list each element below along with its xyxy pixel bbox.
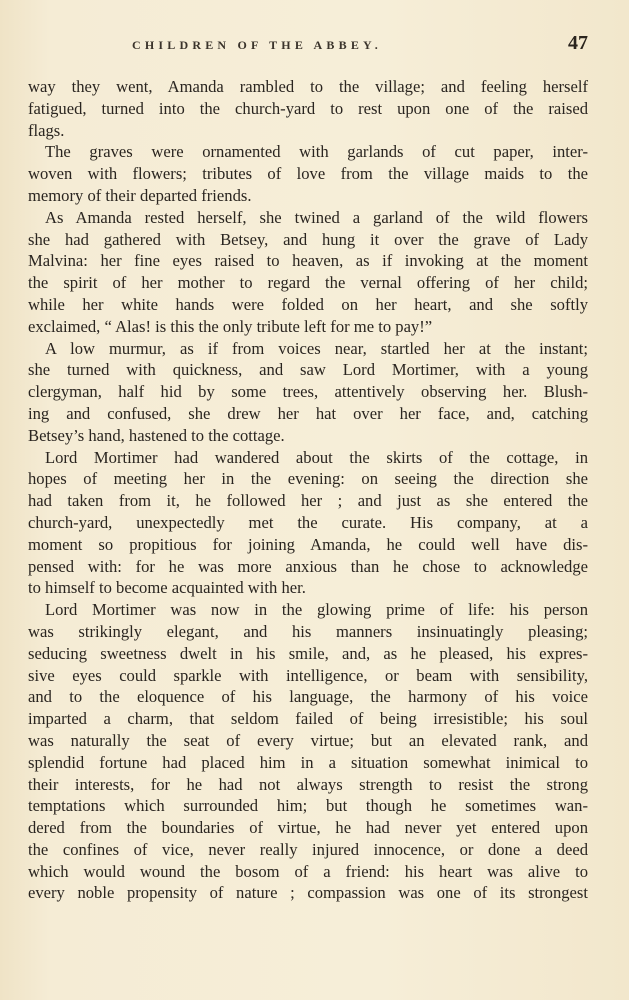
text-line: imparted a charm, that seldom failed of being irresistible; his soul xyxy=(28,709,588,729)
text-line: the confines of vice, never really injured innocence, or done a deed xyxy=(28,839,588,859)
text-line: flags. xyxy=(28,120,65,140)
text-line: while her white hands were folded on her heart, and she softly xyxy=(28,294,588,314)
text-line: she turned with quickness, and saw Lord Mortimer, with a young xyxy=(28,360,588,380)
text-line: which would wound the bosom of a friend: his heart was alive to xyxy=(28,861,588,881)
page-number: 47 xyxy=(568,32,588,54)
page-header xyxy=(28,30,588,62)
text-line: exclaimed, “ Alas! is this the only tribute left for me to pay!” xyxy=(28,316,433,336)
text-line: the spirit of her mother to regard the vernal offering of her child; xyxy=(28,273,588,293)
text-line: she had gathered with Betsey, and hung it over the grave of Lady xyxy=(28,229,588,249)
text-line: their interests, for he had not always strength to resist the strong xyxy=(28,774,588,794)
text-line: moment so propitious for joining Amanda, he could well have dis- xyxy=(28,534,588,554)
text-line: way they went, Amanda rambled to the village; and feeling herself xyxy=(28,77,588,96)
text-line: splendid fortune had placed him in a situation somewhat inimical to xyxy=(28,752,588,772)
running-head: CHILDREN OF THE ABBEY. xyxy=(132,38,382,52)
text-line: Betsey’s hand, hastened to the cottage. xyxy=(28,425,285,445)
text-line: Lord Mortimer had wandered about the skirts of the cottage, in xyxy=(45,447,588,467)
text-line: was naturally the seat of every virtue; but an elevated rank, and xyxy=(28,730,588,750)
text-line: seducing sweetness dwelt in his smile, and, as he pleased, his expres- xyxy=(28,643,588,663)
text-line: memory of their departed friends. xyxy=(28,185,252,205)
text-line: church-yard, unexpectedly met the curate. His company, at a xyxy=(28,512,588,532)
body-text xyxy=(28,76,588,904)
text-line: was strikingly elegant, and his manners insinuatingly pleasing; xyxy=(28,621,588,641)
text-line: A low murmur, as if from voices near, startled her at the instant; xyxy=(45,338,588,358)
text-line: pensed with: for he was more anxious than he chose to acknowledge xyxy=(28,556,588,576)
text-line: temptations which surrounded him; but though he sometimes wan- xyxy=(28,796,588,816)
text-line: hopes of meeting her in the evening: on seeing the direction she xyxy=(28,469,588,489)
text-line: had taken from it, he followed her ; and just as she entered the xyxy=(28,491,588,511)
text-line: woven with flowers; tributes of love from the village maids to the xyxy=(28,164,588,184)
text-line: every noble propensity of nature ; compassion was one of its strongest xyxy=(28,883,588,903)
text-line: to himself to become acquainted with her. xyxy=(28,578,306,598)
text-line: Malvina: her fine eyes raised to heaven, as if invoking at the moment xyxy=(28,251,588,271)
text-line: and to the eloquence of his language, the harmony of his voice xyxy=(28,687,588,707)
text-line: sive eyes could sparkle with intelligence, or beam with sensibility, xyxy=(28,665,588,685)
text-line: dered from the boundaries of virtue, he had never yet entered upon xyxy=(28,818,588,838)
text-line: ing and confused, she drew her hat over her face, and, catching xyxy=(28,403,588,423)
text-line: fatigued, turned into the church-yard to rest upon one of the raised xyxy=(28,98,588,118)
text-line: As Amanda rested herself, she twined a garland of the wild flowers xyxy=(45,207,588,227)
text-line: The graves were ornamented with garlands of cut paper, inter- xyxy=(45,142,588,162)
text-line: Lord Mortimer was now in the glowing prime of life: his person xyxy=(45,600,588,620)
text-line: clergyman, half hid by some trees, attentively observing her. Blush- xyxy=(28,382,588,402)
